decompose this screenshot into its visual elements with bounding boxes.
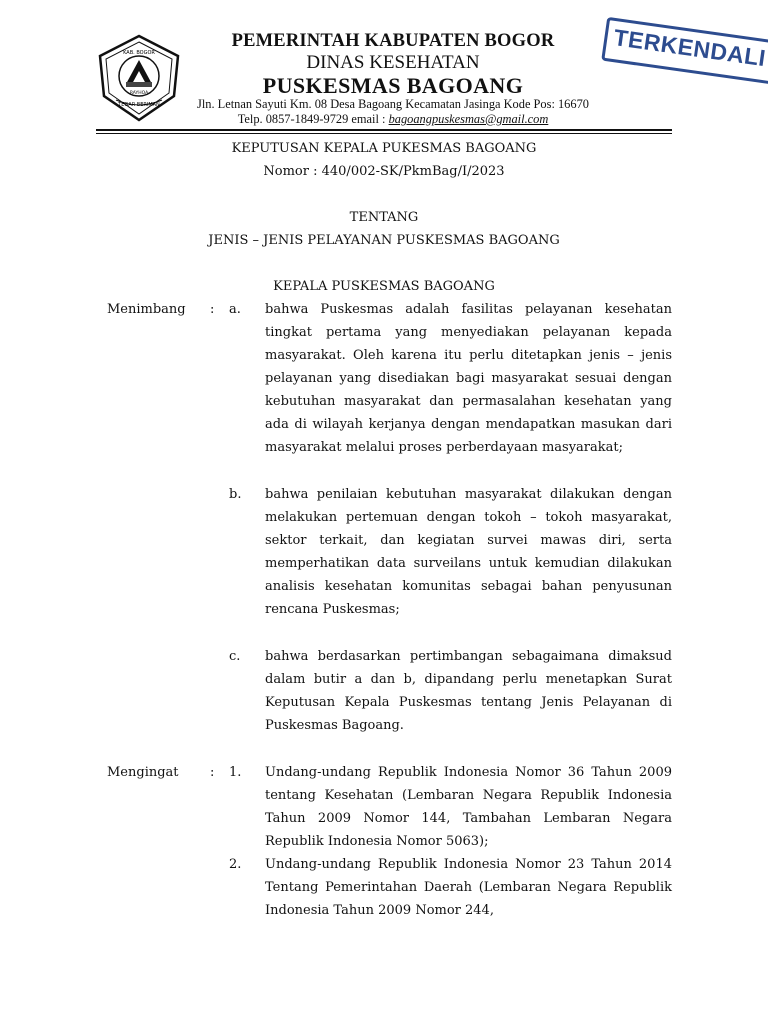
contact-phone: Telp. 0857-1849-9729 email : — [237, 112, 389, 126]
mengingat-item-2: Undang-undang Republik Indonesia Nomor 23 Tahun 2014 Tentang Pemerintahan Daerah (Lembaran Negara Republik Indonesia Tahun 2009 Nomor 244, — [265, 857, 672, 918]
letterhead — [0, 0, 768, 130]
letterhead-department: DINAS KESEHATAN — [306, 52, 480, 73]
menimbang-item-a: bahwa Puskesmas adalah fasilitas pelayanan kesehatan tingkat pertama yang menyediakan pelayanan kepada masyarakat. Oleh karena itu perlu ditetapkan jenis – jenis pelayanan yang disediakan bagi masyarakat sesuai dengan kebutuhan masyarakat dan permasalahan kesehatan yang ada di wilayah kerjanya dengan mendapatkan masukan dari masyarakat melalui proses perberdayaan masyarakat; — [265, 302, 672, 455]
letterhead-address: Jln. Letnan Sayuti Km. 08 Desa Bagoang Kecamatan Jasinga Kode Pos: 16670 — [197, 97, 589, 111]
decree-issuer: KEPALA PUSKESMAS BAGOANG — [273, 279, 495, 294]
mengingat-colon: : — [210, 765, 215, 780]
stamp-text: TERKENDALI — [612, 24, 768, 72]
menimbang-marker-a: a. — [229, 302, 241, 317]
letterhead-rule-thick — [96, 129, 672, 131]
svg-text:RAYHOA: RAYHOA — [129, 91, 149, 96]
menimbang-item-c: bahwa berdasarkan pertimbangan sebagaimana dimaksud dalam butir a dan b, dipandang perlu menetapkan Surat Keputusan Kepala Puskesmas tentang Jenis Pelayanan di Puskesmas Bagoang. — [265, 649, 672, 733]
menimbang-marker-c: c. — [229, 649, 241, 664]
letterhead-contact — [180, 112, 606, 127]
mengingat-marker-1: 1. — [229, 765, 242, 780]
mengingat-item-1: Undang-undang Republik Indonesia Nomor 36 Tahun 2009 tentang Kesehatan (Lembaran Negara Republik Indonesia Tahun 2009 Nomor 144, Tambahan Lembaran Negara Republik Indonesia Nomor 5063); — [265, 765, 672, 849]
decree-subject: JENIS – JENIS PELAYANAN PUSKESMAS BAGOANG — [208, 233, 560, 248]
mengingat-marker-2: 2. — [229, 857, 242, 872]
mengingat-label: Mengingat — [107, 765, 179, 780]
menimbang-colon: : — [210, 302, 215, 317]
svg-text:KAB. BOGOR: KAB. BOGOR — [123, 50, 155, 56]
menimbang-marker-b: b. — [229, 487, 242, 502]
svg-text:TEGAR BERIMAN: TEGAR BERIMAN — [118, 102, 160, 108]
decree-about-label: TENTANG — [349, 210, 419, 225]
menimbang-item-b: bahwa penilaian kebutuhan masyarakat dilakukan dengan melakukan pertemuan dengan tokoh – tokoh masyarakat, sektor terkait, dan kegiatan survei mawas diri, serta memperhatikan data surveilans untuk kemudian dilakukan analisis kesehatan komunitas sebagai bahan penyusunan rencana Puskesmas; — [265, 487, 672, 617]
letterhead-rule-thin — [96, 133, 672, 134]
menimbang-label: Menimbang — [107, 302, 186, 317]
letterhead-government: PEMERINTAH KABUPATEN BOGOR — [231, 31, 555, 51]
decree-number: Nomor : 440/002-SK/PkmBag/I/2023 — [263, 164, 505, 179]
terkendali-stamp — [600, 17, 768, 91]
kabupaten-bogor-logo-icon — [96, 34, 182, 124]
letterhead-institution: PUSKESMAS BAGOANG — [262, 73, 524, 98]
decree-title: KEPUTUSAN KEPALA PUKESMAS BAGOANG — [231, 141, 537, 156]
contact-email-link[interactable]: bagoangpuskesmas@gmail.com — [388, 112, 549, 126]
